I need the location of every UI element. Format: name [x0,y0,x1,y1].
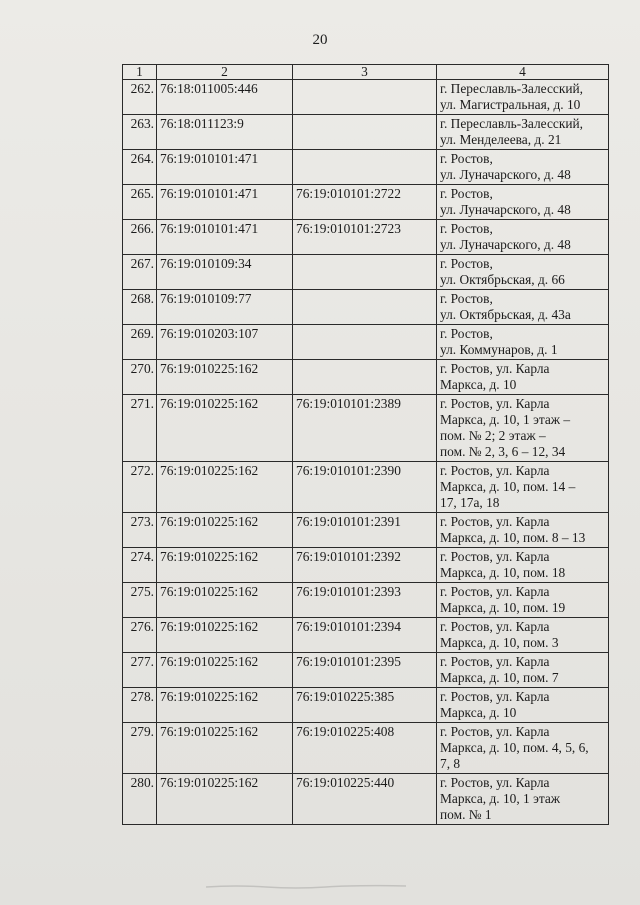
address-cell [437,618,609,653]
cadastral-object-cell: 76:19:010101:2394 [293,618,437,653]
row-number-cell: 270. [123,360,157,395]
cadastral-parcel-cell: 76:18:011123:9 [157,115,293,150]
address-cell [437,360,609,395]
cadastral-parcel-cell: 76:19:010101:471 [157,150,293,185]
row-number-cell: 265. [123,185,157,220]
cadastral-object-cell [293,255,437,290]
address-line: г. Ростов, [440,291,493,306]
address-line: ул. Луначарского, д. 48 [440,167,571,182]
address-line: г. Ростов, ул. Карла [440,396,550,411]
table-row [123,220,609,255]
cadastral-object-cell: 76:19:010101:2723 [293,220,437,255]
table-row [123,513,609,548]
cadastral-parcel-cell: 76:19:010225:162 [157,688,293,723]
cadastral-parcel-cell: 76:18:011005:446 [157,80,293,115]
address-line: пом. № 2; 2 этаж – [440,428,546,443]
address-line: г. Ростов, ул. Карла [440,619,550,634]
address-cell [437,80,609,115]
address-line: г. Ростов, ул. Карла [440,463,550,478]
cadastral-object-cell: 76:19:010101:2393 [293,583,437,618]
table-row [123,618,609,653]
row-number-cell: 271. [123,395,157,462]
address-cell [437,220,609,255]
address-line: 17, 17а, 18 [440,495,500,510]
address-cell [437,150,609,185]
address-line: Маркса, д. 10 [440,705,517,720]
row-number-cell: 269. [123,325,157,360]
row-number-cell: 280. [123,774,157,825]
address-cell [437,653,609,688]
table-header-row [123,65,609,80]
page-number: 20 [312,32,328,48]
address-line: ул. Октябрьская, д. 43а [440,307,571,322]
row-number-cell: 264. [123,150,157,185]
address-line: Маркса, д. 10, 1 этаж – [440,412,571,427]
address-cell [437,548,609,583]
address-cell [437,462,609,513]
table-row [123,688,609,723]
address-line: пом. № 2, 3, 6 – 12, 34 [440,444,566,459]
row-number-cell: 268. [123,290,157,325]
address-cell [437,115,609,150]
cadastral-parcel-cell: 76:19:010101:471 [157,220,293,255]
cadastral-object-cell: 76:19:010101:2391 [293,513,437,548]
row-number-cell: 273. [123,513,157,548]
address-cell [437,688,609,723]
address-line: г. Ростов, ул. Карла [440,689,550,704]
cadastral-parcel-cell: 76:19:010225:162 [157,653,293,688]
column-header-cadastral-object: 3 [293,65,437,80]
address-line: ул. Луначарского, д. 48 [440,202,571,217]
cadastral-parcel-cell: 76:19:010225:162 [157,774,293,825]
address-cell [437,255,609,290]
registry-table [122,64,609,825]
address-cell [437,513,609,548]
column-header-cadastral-parcel: 2 [157,65,293,80]
cadastral-object-cell [293,80,437,115]
cadastral-parcel-cell: 76:19:010225:162 [157,462,293,513]
cadastral-object-cell: 76:19:010101:2722 [293,185,437,220]
address-line: Маркса, д. 10 [440,377,517,392]
row-number-cell: 267. [123,255,157,290]
cadastral-object-cell [293,150,437,185]
cadastral-parcel-cell: 76:19:010225:162 [157,723,293,774]
address-line: пом. № 1 [440,807,492,822]
row-number-cell: 274. [123,548,157,583]
address-line: г. Ростов, ул. Карла [440,549,550,564]
cadastral-object-cell: 76:19:010101:2389 [293,395,437,462]
cadastral-parcel-cell: 76:19:010109:77 [157,290,293,325]
address-line: г. Ростов, [440,221,493,236]
row-number-cell: 272. [123,462,157,513]
table-row [123,115,609,150]
table-body [123,80,609,825]
address-line: Маркса, д. 10, пом. 8 – 13 [440,530,586,545]
address-line: ул. Менделеева, д. 21 [440,132,562,147]
address-line: г. Ростов, [440,186,493,201]
table-row [123,395,609,462]
cadastral-parcel-cell: 76:19:010203:107 [157,325,293,360]
address-cell [437,185,609,220]
table-row [123,548,609,583]
address-line: г. Ростов, ул. Карла [440,775,550,790]
address-line: г. Ростов, ул. Карла [440,514,550,529]
table-row [123,583,609,618]
cadastral-object-cell [293,290,437,325]
column-header-number: 1 [123,65,157,80]
address-line: Маркса, д. 10, пом. 4, 5, 6, [440,740,589,755]
table-row [123,723,609,774]
address-line: Маркса, д. 10, пом. 14 – [440,479,576,494]
row-number-cell: 276. [123,618,157,653]
row-number-cell: 279. [123,723,157,774]
address-cell [437,290,609,325]
cadastral-parcel-cell: 76:19:010225:162 [157,548,293,583]
address-line: г. Переславль-Залесский, [440,81,584,96]
address-line: Маркса, д. 10, 1 этаж [440,791,561,806]
address-cell [437,395,609,462]
table-row [123,255,609,290]
cadastral-parcel-cell: 76:19:010109:34 [157,255,293,290]
address-cell [437,723,609,774]
cadastral-parcel-cell: 76:19:010101:471 [157,185,293,220]
address-line: ул. Октябрьская, д. 66 [440,272,565,287]
table-row [123,185,609,220]
column-header-address: 4 [437,65,609,80]
address-line: г. Ростов, [440,151,493,166]
cadastral-object-cell [293,325,437,360]
address-line: Маркса, д. 10, пом. 3 [440,635,559,650]
table-row [123,360,609,395]
address-line: г. Ростов, [440,256,493,271]
row-number-cell: 275. [123,583,157,618]
address-line: г. Ростов, ул. Карла [440,724,550,739]
scan-smudge [206,884,406,890]
address-line: Маркса, д. 10, пом. 7 [440,670,559,685]
address-line: г. Переславль-Залесский, [440,116,584,131]
table-row [123,290,609,325]
table-row [123,80,609,115]
address-line: Маркса, д. 10, пом. 18 [440,565,566,580]
address-line: г. Ростов, ул. Карла [440,361,550,376]
row-number-cell: 262. [123,80,157,115]
table-row [123,150,609,185]
address-line: г. Ростов, ул. Карла [440,654,550,669]
address-line: Маркса, д. 10, пом. 19 [440,600,566,615]
address-line: г. Ростов, [440,326,493,341]
cadastral-object-cell [293,360,437,395]
cadastral-object-cell: 76:19:010225:440 [293,774,437,825]
address-cell [437,583,609,618]
address-line: ул. Коммунаров, д. 1 [440,342,558,357]
cadastral-parcel-cell: 76:19:010225:162 [157,583,293,618]
row-number-cell: 266. [123,220,157,255]
table-row [123,774,609,825]
address-line: ул. Луначарского, д. 48 [440,237,571,252]
cadastral-object-cell: 76:19:010101:2390 [293,462,437,513]
table-row [123,325,609,360]
cadastral-object-cell: 76:19:010225:385 [293,688,437,723]
address-line: г. Ростов, ул. Карла [440,584,550,599]
cadastral-parcel-cell: 76:19:010225:162 [157,360,293,395]
table-row [123,462,609,513]
address-line: ул. Магистральная, д. 10 [440,97,581,112]
address-cell [437,325,609,360]
row-number-cell: 278. [123,688,157,723]
table-row [123,653,609,688]
address-cell [437,774,609,825]
cadastral-object-cell [293,115,437,150]
row-number-cell: 277. [123,653,157,688]
cadastral-parcel-cell: 76:19:010225:162 [157,513,293,548]
cadastral-object-cell: 76:19:010101:2392 [293,548,437,583]
cadastral-object-cell: 76:19:010101:2395 [293,653,437,688]
cadastral-object-cell: 76:19:010225:408 [293,723,437,774]
row-number-cell: 263. [123,115,157,150]
cadastral-parcel-cell: 76:19:010225:162 [157,618,293,653]
cadastral-parcel-cell: 76:19:010225:162 [157,395,293,462]
address-line: 7, 8 [440,756,461,771]
